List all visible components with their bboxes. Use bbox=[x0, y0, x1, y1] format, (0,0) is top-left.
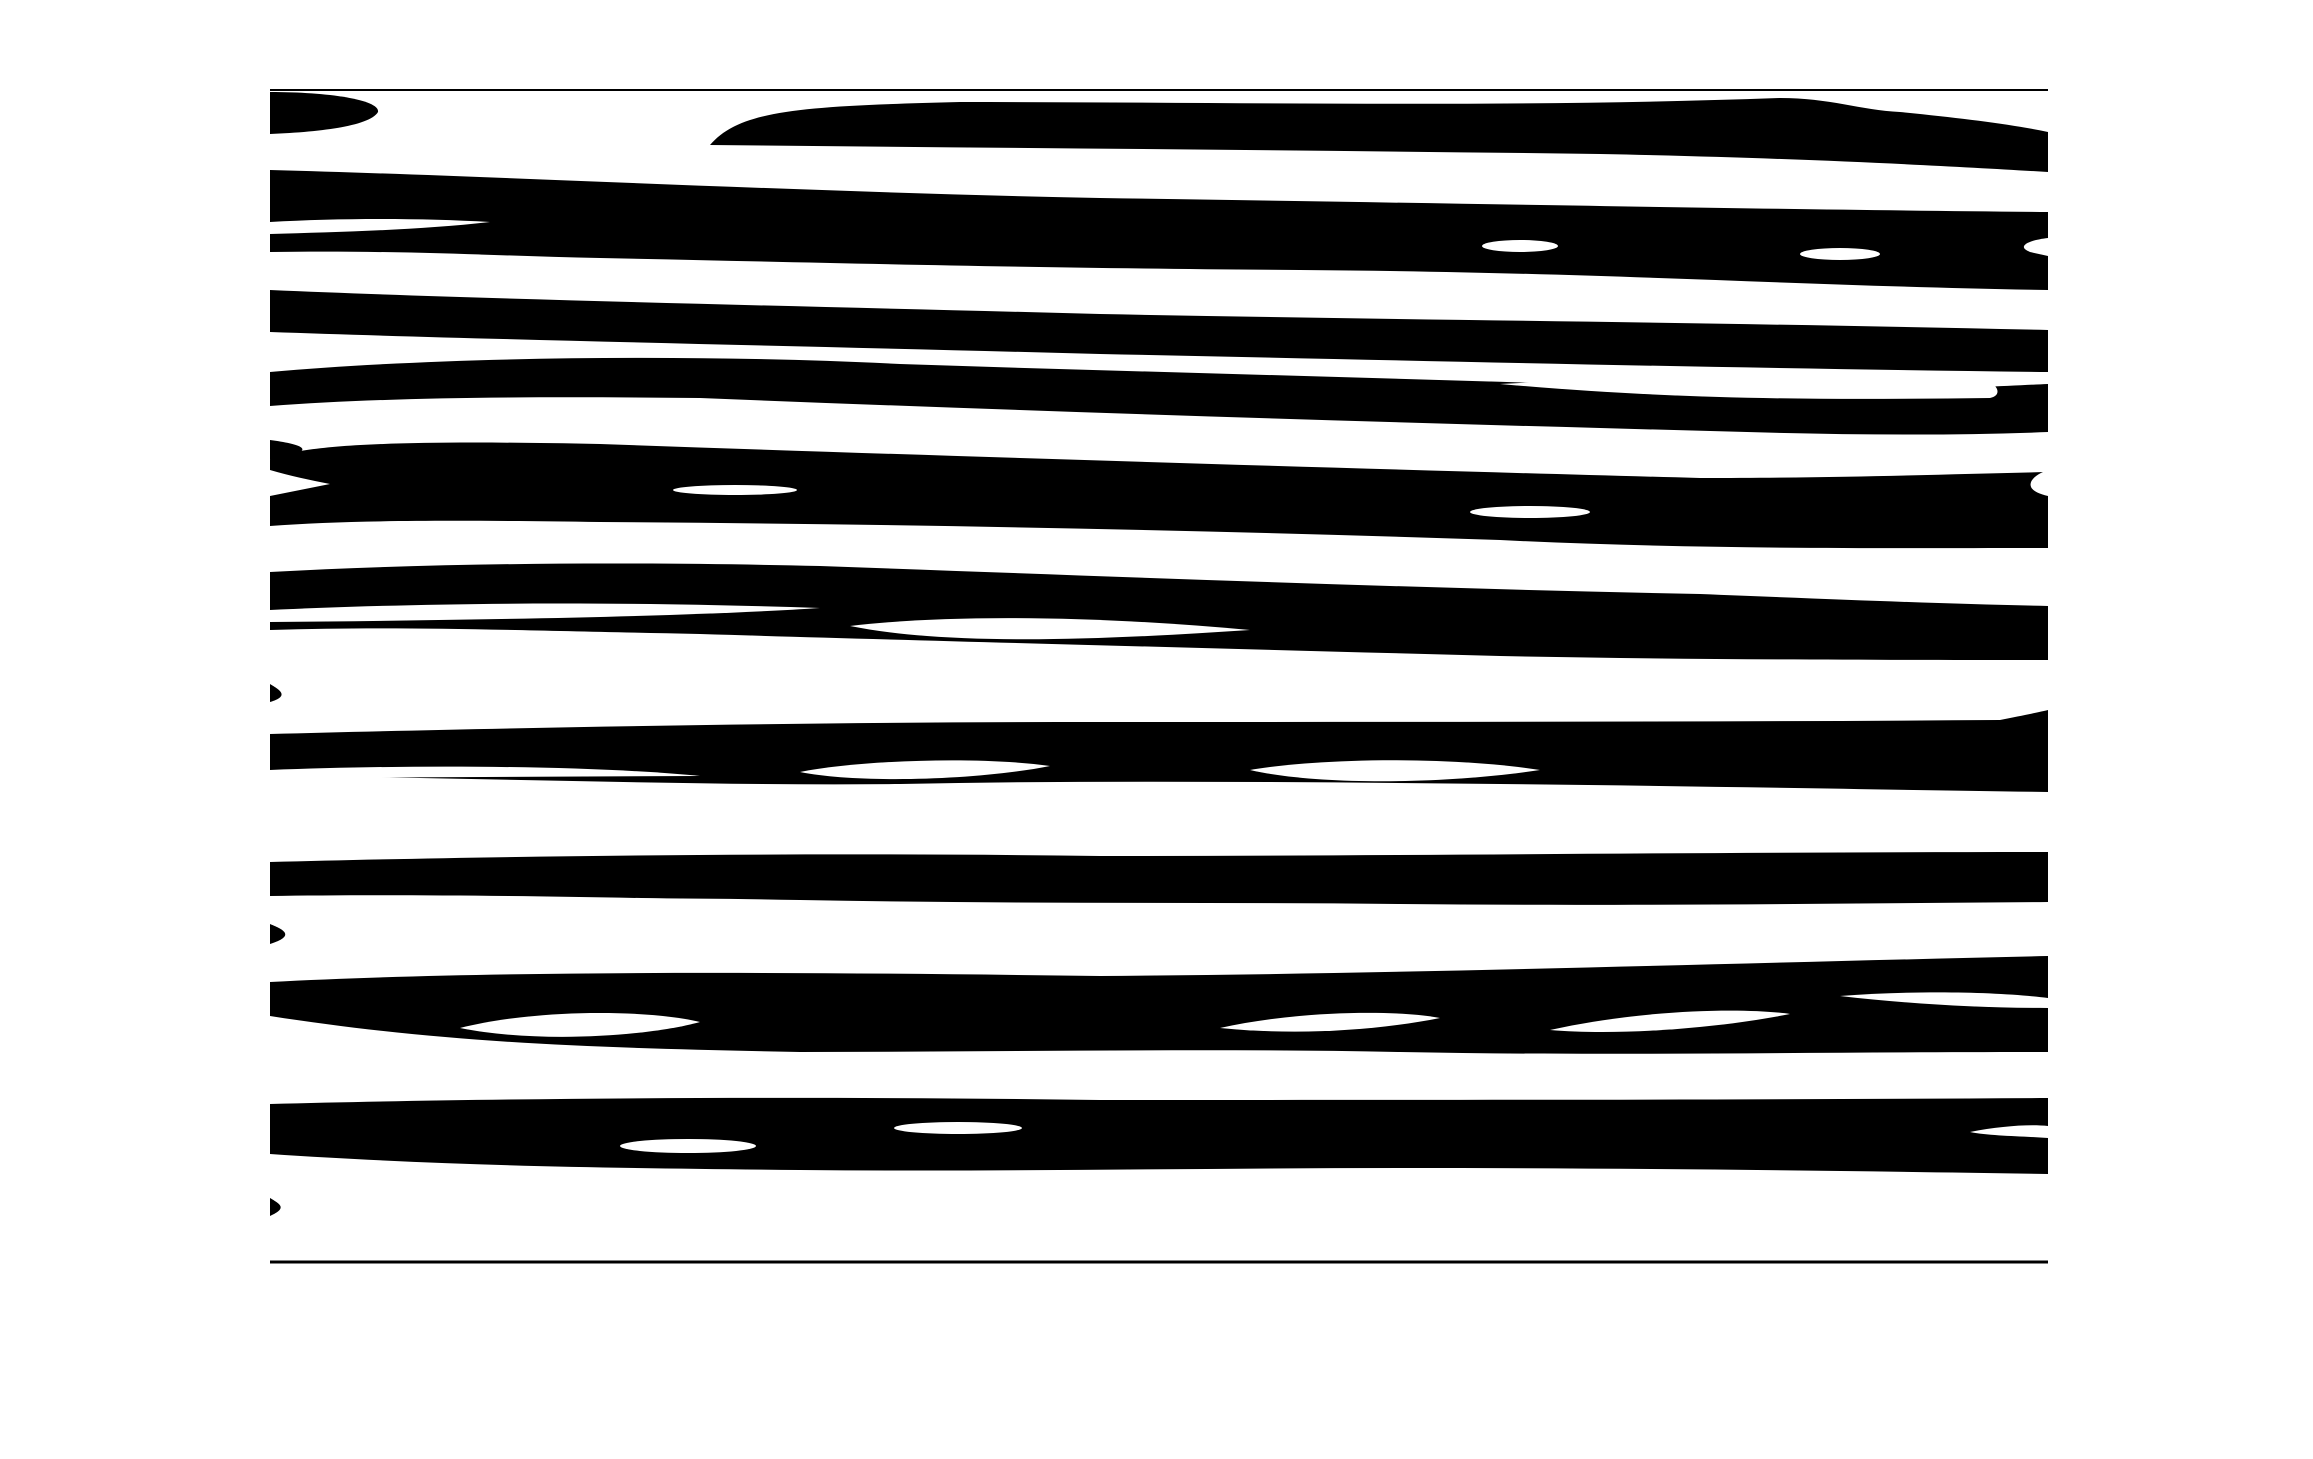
stripe-hole-2 bbox=[1800, 248, 1880, 260]
stripe-hole-4 bbox=[1470, 506, 1590, 518]
stripe-hole-6 bbox=[894, 1122, 1022, 1134]
stripe-hole-3 bbox=[673, 485, 797, 495]
stripe-hole-1 bbox=[1482, 240, 1558, 252]
stripe-band-14 bbox=[270, 1098, 2048, 1174]
stripe-hole-5 bbox=[620, 1139, 756, 1153]
